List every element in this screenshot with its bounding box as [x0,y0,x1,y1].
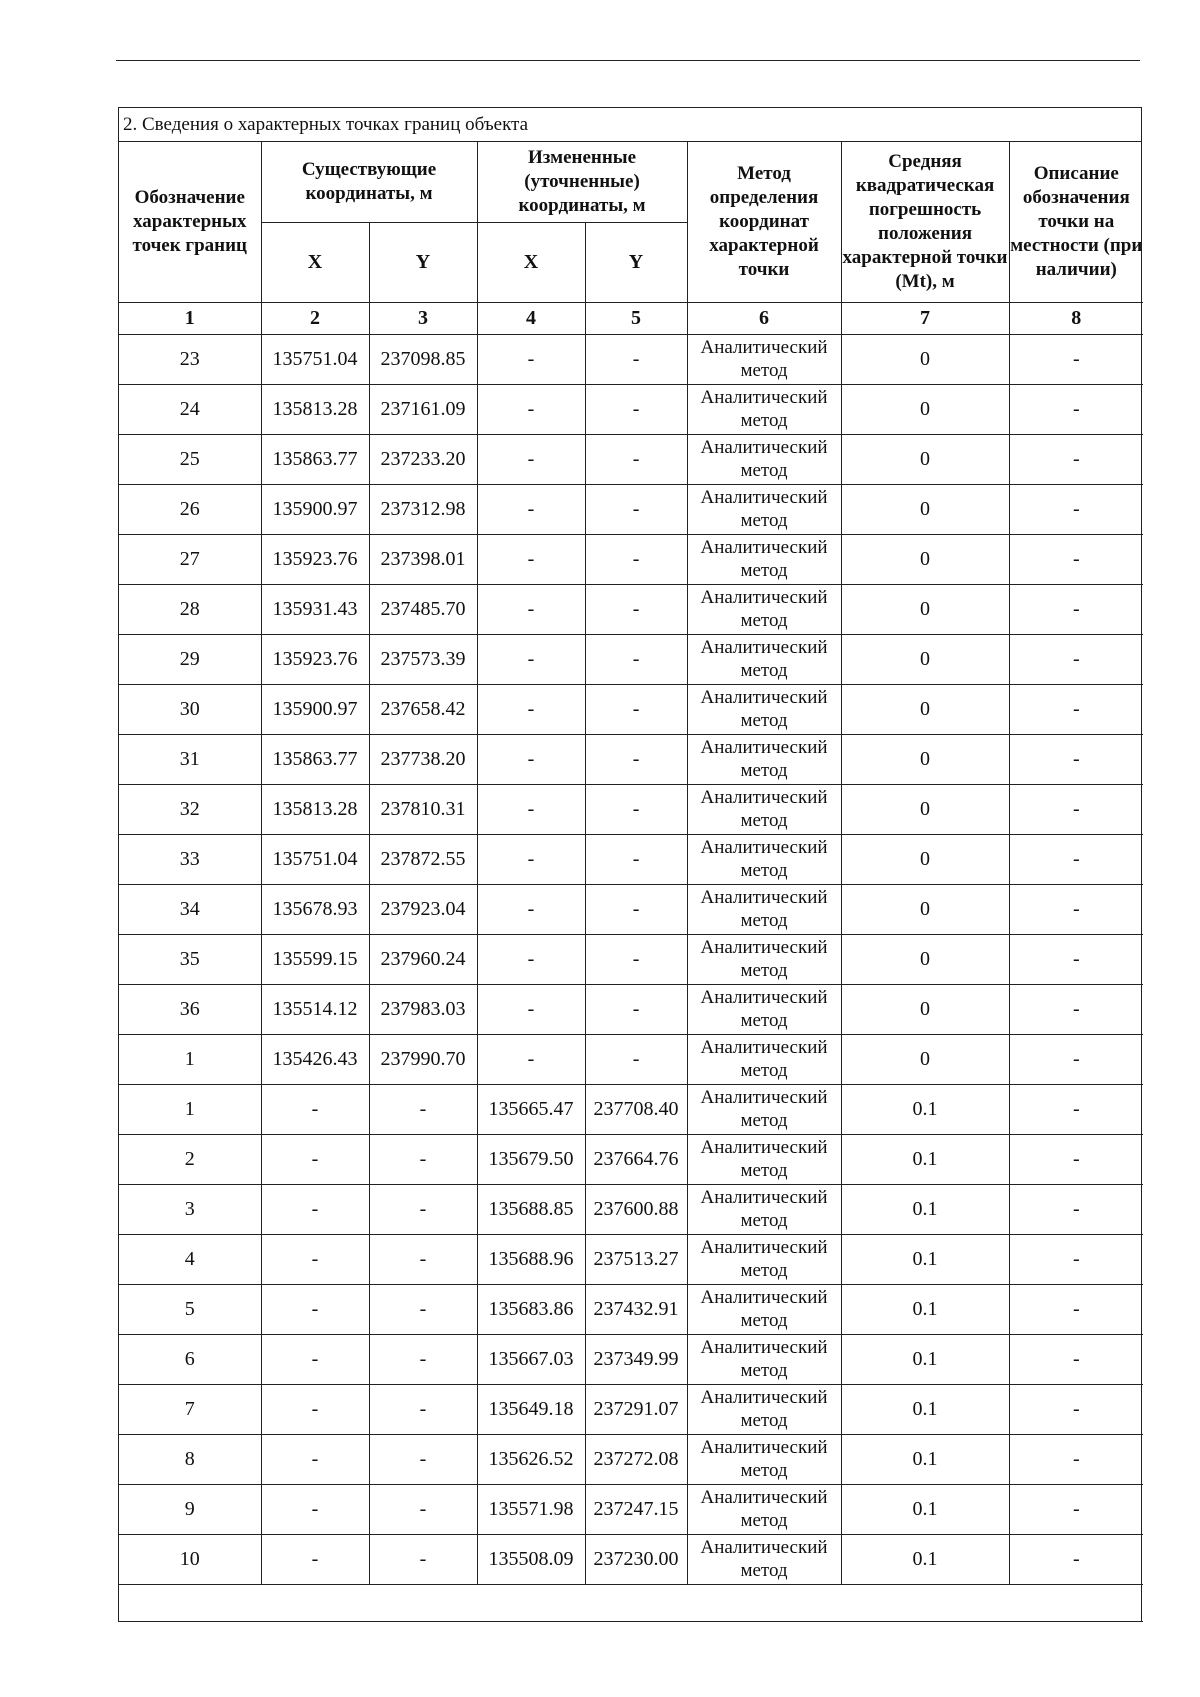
cell-method: Аналитический метод [687,334,841,384]
column-number: 2 [261,302,369,334]
column-number-row [119,302,1143,334]
column-number: 5 [585,302,687,334]
empty-row [119,1584,1143,1621]
cell-changed-x: - [477,1034,585,1084]
cell-mt: 0 [841,984,1009,1034]
header-existing-coords: Существующие координаты, м [261,142,477,222]
cell-method: Аналитический метод [687,1434,841,1484]
cell-point: 36 [119,984,261,1034]
cell-changed-x: 135688.96 [477,1234,585,1284]
cell-changed-x: 135667.03 [477,1334,585,1384]
cell-existing-y: - [369,1334,477,1384]
cell-point: 1 [119,1034,261,1084]
cell-description: - [1009,1034,1143,1084]
cell-point: 33 [119,834,261,884]
cell-existing-x: 135923.76 [261,634,369,684]
cell-mt: 0.1 [841,1284,1009,1334]
cell-mt: 0 [841,884,1009,934]
empty-cell [119,1584,1143,1621]
cell-method: Аналитический метод [687,584,841,634]
cell-point: 25 [119,434,261,484]
cell-changed-x: 135626.52 [477,1434,585,1484]
cell-mt: 0 [841,484,1009,534]
cell-description: - [1009,434,1143,484]
header-designation: Обозначение характерных точек границ [119,142,261,302]
cell-mt: 0.1 [841,1534,1009,1584]
cell-changed-y: - [585,834,687,884]
cell-existing-y: - [369,1434,477,1484]
cell-mt: 0 [841,834,1009,884]
cell-changed-x: 135679.50 [477,1134,585,1184]
cell-existing-x: - [261,1434,369,1484]
cell-point: 7 [119,1384,261,1434]
cell-description: - [1009,1384,1143,1434]
cell-method: Аналитический метод [687,1484,841,1534]
cell-changed-y: - [585,1034,687,1084]
cell-description: - [1009,884,1143,934]
cell-changed-y: 237432.91 [585,1284,687,1334]
cell-existing-y: - [369,1484,477,1534]
cell-existing-y: 237738.20 [369,734,477,784]
cell-point: 27 [119,534,261,584]
cell-description: - [1009,784,1143,834]
cell-mt: 0.1 [841,1334,1009,1384]
cell-existing-x: - [261,1334,369,1384]
cell-method: Аналитический метод [687,1334,841,1384]
cell-existing-y: 237098.85 [369,334,477,384]
cell-method: Аналитический метод [687,484,841,534]
cell-description: - [1009,1234,1143,1284]
table-row [119,884,1143,934]
cell-existing-x: - [261,1134,369,1184]
cell-existing-x: 135813.28 [261,784,369,834]
cell-method: Аналитический метод [687,634,841,684]
cell-existing-y: 237983.03 [369,984,477,1034]
cell-changed-y: 237272.08 [585,1434,687,1484]
cell-point: 26 [119,484,261,534]
cell-point: 9 [119,1484,261,1534]
cell-changed-y: - [585,734,687,784]
cell-method: Аналитический метод [687,1384,841,1434]
cell-existing-x: 135599.15 [261,934,369,984]
cell-point: 2 [119,1134,261,1184]
cell-point: 3 [119,1184,261,1234]
cell-existing-x: - [261,1534,369,1584]
cell-existing-x: - [261,1234,369,1284]
cell-changed-y: - [585,684,687,734]
cell-description: - [1009,984,1143,1034]
header-method: Метод определения координат характерной точки [687,142,841,302]
cell-description: - [1009,684,1143,734]
cell-changed-x: - [477,784,585,834]
cell-description: - [1009,534,1143,584]
cell-existing-x: 135900.97 [261,684,369,734]
cell-point: 31 [119,734,261,784]
column-number: 7 [841,302,1009,334]
cell-mt: 0 [841,734,1009,784]
cell-point: 32 [119,784,261,834]
cell-changed-x: 135508.09 [477,1534,585,1584]
cell-changed-x: - [477,884,585,934]
cell-point: 29 [119,634,261,684]
cell-changed-x: - [477,834,585,884]
cell-existing-y: 237312.98 [369,484,477,534]
cell-existing-x: 135900.97 [261,484,369,534]
cell-description: - [1009,1434,1143,1484]
cell-method: Аналитический метод [687,984,841,1034]
header-description: Описание обозначения точки на местности (при наличии) [1009,142,1143,302]
cell-existing-x: 135751.04 [261,334,369,384]
cell-changed-y: 237291.07 [585,1384,687,1434]
cell-existing-y: 237658.42 [369,684,477,734]
cell-existing-y: 237990.70 [369,1034,477,1084]
table-row [119,584,1143,634]
cell-method: Аналитический метод [687,1134,841,1184]
points-section [118,107,1142,1622]
header-mse: Средняя квадратическая погрешность положения характерной точки (Mt), м [841,142,1009,302]
table-row [119,384,1143,434]
cell-changed-x: - [477,434,585,484]
cell-description: - [1009,1484,1143,1534]
cell-method: Аналитический метод [687,1184,841,1234]
cell-method: Аналитический метод [687,534,841,584]
table-row [119,334,1143,384]
cell-changed-y: 237600.88 [585,1184,687,1234]
cell-changed-x: - [477,334,585,384]
cell-changed-x: - [477,984,585,1034]
cell-mt: 0 [841,634,1009,684]
header-changed-coords: Измененные (уточненные) координаты, м [477,142,687,222]
cell-point: 6 [119,1334,261,1384]
cell-existing-y: - [369,1084,477,1134]
table-row [119,1484,1143,1534]
cell-changed-x: - [477,534,585,584]
cell-changed-x: 135683.86 [477,1284,585,1334]
cell-method: Аналитический метод [687,934,841,984]
section-title: 2. Сведения о характерных точках границ объекта [119,108,1141,142]
column-number: 3 [369,302,477,334]
cell-existing-y: 237872.55 [369,834,477,884]
cell-existing-y: 237923.04 [369,884,477,934]
cell-point: 35 [119,934,261,984]
cell-existing-x: 135813.28 [261,384,369,434]
cell-existing-x: 135678.93 [261,884,369,934]
cell-changed-y: 237513.27 [585,1234,687,1284]
cell-point: 30 [119,684,261,734]
cell-changed-y: 237247.15 [585,1484,687,1534]
cell-existing-x: - [261,1384,369,1434]
cell-method: Аналитический метод [687,384,841,434]
cell-method: Аналитический метод [687,1234,841,1284]
cell-existing-x: - [261,1484,369,1534]
table-row [119,1234,1143,1284]
cell-existing-x: 135931.43 [261,584,369,634]
cell-changed-y: - [585,984,687,1034]
cell-mt: 0 [841,1034,1009,1084]
cell-mt: 0.1 [841,1184,1009,1234]
cell-existing-y: 237960.24 [369,934,477,984]
cell-changed-y: 237349.99 [585,1334,687,1384]
cell-point: 34 [119,884,261,934]
cell-existing-x: - [261,1284,369,1334]
cell-method: Аналитический метод [687,1284,841,1334]
table-row [119,834,1143,884]
cell-changed-y: - [585,584,687,634]
cell-changed-x: 135688.85 [477,1184,585,1234]
cell-description: - [1009,634,1143,684]
cell-changed-y: 237664.76 [585,1134,687,1184]
cell-description: - [1009,1184,1143,1234]
cell-changed-y: - [585,784,687,834]
cell-method: Аналитический метод [687,834,841,884]
cell-mt: 0.1 [841,1384,1009,1434]
header-existing-x: X [261,222,369,302]
cell-changed-y: 237230.00 [585,1534,687,1584]
cell-existing-y: 237485.70 [369,584,477,634]
column-number: 4 [477,302,585,334]
cell-mt: 0 [841,784,1009,834]
header-existing-y: Y [369,222,477,302]
cell-changed-y: - [585,434,687,484]
cell-existing-x: - [261,1184,369,1234]
header-changed-y: Y [585,222,687,302]
cell-mt: 0.1 [841,1234,1009,1284]
cell-existing-y: - [369,1234,477,1284]
cell-existing-y: 237398.01 [369,534,477,584]
cell-changed-x: - [477,484,585,534]
column-number: 1 [119,302,261,334]
cell-method: Аналитический метод [687,684,841,734]
cell-description: - [1009,484,1143,534]
cell-changed-x: - [477,934,585,984]
cell-point: 28 [119,584,261,634]
cell-existing-y: - [369,1534,477,1584]
cell-mt: 0 [841,684,1009,734]
cell-description: - [1009,1284,1143,1334]
cell-changed-y: - [585,934,687,984]
column-number: 6 [687,302,841,334]
cell-description: - [1009,1534,1143,1584]
cell-changed-x: - [477,584,585,634]
table-row [119,784,1143,834]
cell-existing-y: - [369,1284,477,1334]
table-row [119,1384,1143,1434]
cell-changed-y: - [585,884,687,934]
table-row [119,484,1143,534]
table-row [119,1534,1143,1584]
cell-description: - [1009,334,1143,384]
cell-method: Аналитический метод [687,434,841,484]
table-row [119,684,1143,734]
table-row [119,1134,1143,1184]
cell-existing-y: 237573.39 [369,634,477,684]
cell-existing-y: 237233.20 [369,434,477,484]
cell-method: Аналитический метод [687,1084,841,1134]
cell-changed-y: - [585,534,687,584]
cell-changed-y: - [585,384,687,434]
column-number: 8 [1009,302,1143,334]
cell-point: 4 [119,1234,261,1284]
cell-description: - [1009,834,1143,884]
cell-mt: 0 [841,334,1009,384]
table-header [119,142,1143,334]
table-row [119,634,1143,684]
cell-point: 24 [119,384,261,434]
cell-mt: 0 [841,934,1009,984]
cell-changed-y: - [585,634,687,684]
cell-mt: 0 [841,384,1009,434]
cell-mt: 0 [841,534,1009,584]
cell-point: 23 [119,334,261,384]
cell-point: 10 [119,1534,261,1584]
cell-existing-x: 135863.77 [261,434,369,484]
cell-description: - [1009,384,1143,434]
cell-changed-x: - [477,634,585,684]
cell-description: - [1009,1334,1143,1384]
cell-method: Аналитический метод [687,734,841,784]
cell-description: - [1009,734,1143,784]
header-changed-x: X [477,222,585,302]
table-row [119,534,1143,584]
table-row [119,434,1143,484]
top-rule [116,60,1140,61]
points-table [119,142,1143,1622]
cell-changed-y: - [585,334,687,384]
table-body [119,334,1143,1584]
cell-changed-x: - [477,734,585,784]
cell-changed-x: 135665.47 [477,1084,585,1134]
table-row [119,1434,1143,1484]
cell-description: - [1009,584,1143,634]
cell-existing-x: 135863.77 [261,734,369,784]
cell-changed-y: - [585,484,687,534]
table-row [119,1084,1143,1134]
cell-changed-x: 135649.18 [477,1384,585,1434]
cell-mt: 0.1 [841,1084,1009,1134]
cell-existing-y: - [369,1184,477,1234]
cell-existing-x: - [261,1084,369,1134]
table-row [119,1184,1143,1234]
cell-existing-x: 135751.04 [261,834,369,884]
cell-existing-x: 135514.12 [261,984,369,1034]
cell-point: 1 [119,1084,261,1134]
cell-changed-x: - [477,684,585,734]
cell-method: Аналитический метод [687,884,841,934]
table-row [119,734,1143,784]
table-row [119,934,1143,984]
cell-changed-y: 237708.40 [585,1084,687,1134]
cell-existing-y: 237161.09 [369,384,477,434]
cell-mt: 0 [841,584,1009,634]
cell-mt: 0.1 [841,1134,1009,1184]
table-row [119,1034,1143,1084]
cell-description: - [1009,1134,1143,1184]
cell-point: 8 [119,1434,261,1484]
cell-mt: 0.1 [841,1434,1009,1484]
cell-existing-y: - [369,1384,477,1434]
cell-description: - [1009,1084,1143,1134]
table-row [119,1334,1143,1384]
cell-point: 5 [119,1284,261,1334]
cell-changed-x: 135571.98 [477,1484,585,1534]
cell-changed-x: - [477,384,585,434]
cell-description: - [1009,934,1143,984]
table-row [119,1284,1143,1334]
cell-existing-y: - [369,1134,477,1184]
cell-existing-x: 135426.43 [261,1034,369,1084]
cell-mt: 0.1 [841,1484,1009,1534]
cell-existing-x: 135923.76 [261,534,369,584]
table-row [119,984,1143,1034]
cell-mt: 0 [841,434,1009,484]
cell-method: Аналитический метод [687,784,841,834]
cell-method: Аналитический метод [687,1534,841,1584]
cell-method: Аналитический метод [687,1034,841,1084]
cell-existing-y: 237810.31 [369,784,477,834]
